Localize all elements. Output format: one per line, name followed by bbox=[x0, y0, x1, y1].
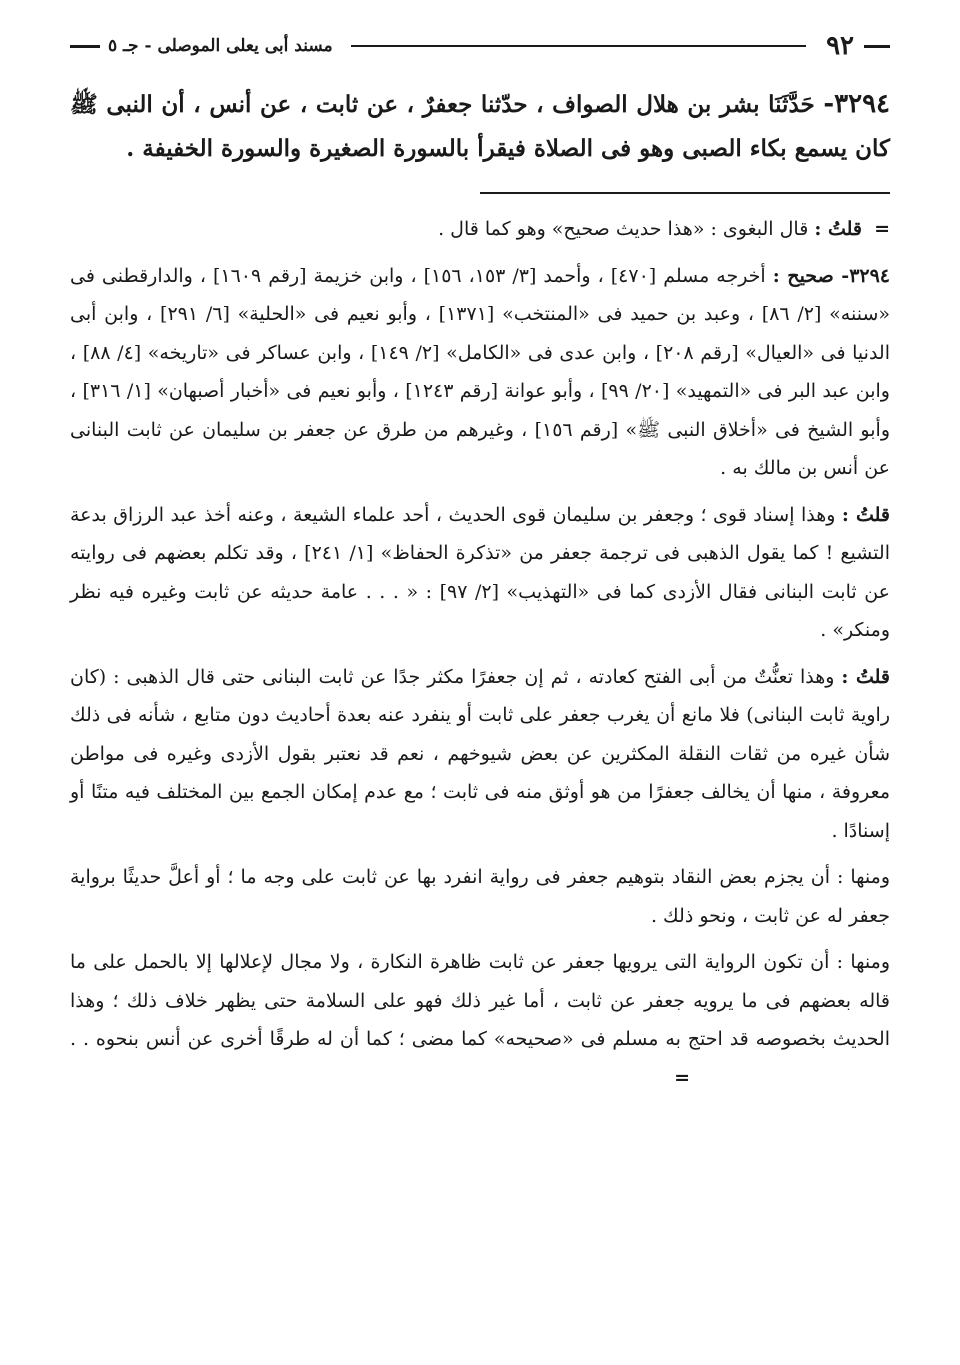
note-text: ومنها : أن تكون الرواية التى يرويها جعفر عن ثابت ظاهرة النكارة ، ولا مجال لإعلالها إلا بالحمل على ما قاله بعضهم فى ما يرويه جعفر عن ثابت ، أما غير ذلك فهو على السلامة حتى يظهر خلاف ذلك ؛ وهذا الحديث بخصوصه قد احتج به مسلم فى «صحيحه» كما مضى ؛ كما أن له طرقًا أخرى عن أنس بنحوه . . bbox=[70, 951, 890, 1050]
note-text: وهذا تعنُّتٌ من أبى الفتح كعادته ، ثم إن جعفرًا مكثر جدًا عن ثابت البنانى حتى قال الذهبى : (كان راوية ثابت البنانى) فلا مانع أن يغرب جعفر على ثابت أو ينفرد عنه بعدة أحاديث دون متابع ، شأنه فى ذلك شأن غيره من ثقات النقلة المكثرين عن بعض شيوخهم ، نعم قد نعتبر بقول الأزدى وغيره فى مواطن معروفة ، منها أن يخالف جعفرًا من هو أوثق منه فى ثابت ؛ مع عدم إمكان الجمع بين المختلف فيه متنًا أو إسنادًا . bbox=[70, 665, 890, 842]
note-text: قال البغوى : «هذا حديث صحيح» وهو كما قال . bbox=[438, 218, 809, 240]
note-text: ومنها : أن يجزم بعض النقاد بتوهيم جعفر فى رواية انفرد بها عن ثابت على وجه ما ؛ أو أعلَّ حديثًا برواية جعفر له عن ثابت ، ونحو ذلك . bbox=[70, 866, 890, 927]
note-label: قلتُ : bbox=[814, 218, 863, 240]
note-paragraph-6 bbox=[70, 943, 890, 1097]
continuation-mark: = bbox=[874, 218, 890, 240]
takhrij-label: ٣٢٩٤- صحيح : bbox=[772, 264, 891, 287]
note-text: وهذا إسناد قوى ؛ وجعفر بن سليمان قوى الحديث ، أحد علماء الشيعة ، وعنه أخذ عبد الرزاق بدعة التشيع ! كما يقول الذهبى فى ترجمة جعفر من «تذكرة الحفاظ» [١/ ٢٤١] ، وقد تكلم بعضهم فى روايته عن ثابت البنانى فقال الأزدى كما فى «التهذيب» [٢/ ٩٧] : « . . . عامة حديثه عن ثابت وغيره فيه نظر ومنكر» . bbox=[70, 503, 890, 641]
header-dash bbox=[864, 45, 890, 48]
hadith-body: حَدَّثَنَا بشر بن هلال الصواف ، حدّثنا جعفرٌ ، عن ثابت ، عن أنس ، أن النبى ﷺ كان يسمع بكاء الصبى وهو فى الصلاة فيقرأ بالسورة الصغيرة والسورة الخفيفة . bbox=[70, 91, 890, 162]
page-header bbox=[70, 28, 890, 64]
takhrij-paragraph bbox=[70, 257, 890, 488]
note-paragraph-1 bbox=[70, 210, 890, 249]
running-title: مسند أبى يعلى الموصلى - جـ ٥ bbox=[108, 36, 333, 56]
page-number: ٩٢ bbox=[826, 31, 854, 61]
note-label: قلتُ : bbox=[841, 503, 890, 526]
takhrij-text: أخرجه مسلم [٤٧٠] ، وأحمد [٣/ ١٥٣، ١٥٦] ، وابن خزيمة [رقم ١٦٠٩] ، والدارقطنى فى «سننه» [٢/ ٨٦] ، وعبد بن حميد فى «المنتخب» [١٣٧١] ، وأبو نعيم فى «الحلية» [٦/ ٢٩١] ، وابن أبى الدنيا فى «العيال» [رقم ٢٠٨] ، وابن عدى فى «الكامل» [٢/ ١٤٩] ، وابن عساكر فى «تاريخه» [٤/ ٨٨] ، وابن عبد البر فى «التمهيد» [٢٠/ ٩٩] ، وأبو عوانة [رقم ١٢٤٣] ، وأبو نعيم فى «أخبار أصبهان» [١/ ٣١٦] ، وأبو الشيخ فى «أخلاق النبى ﷺ» [رقم ١٥٦] ، وغيرهم من طرق عن جعفر بن سليمان عن ثابت البنانى عن أنس بن مالك به . bbox=[70, 264, 891, 479]
header-rule bbox=[351, 45, 806, 47]
hadith-text bbox=[70, 82, 890, 171]
footnotes bbox=[70, 210, 890, 1105]
end-mark: = bbox=[674, 1066, 690, 1089]
note-paragraph-5 bbox=[70, 858, 890, 935]
note-paragraph-4 bbox=[70, 658, 890, 851]
hadith-number: ٣٢٩٤- bbox=[823, 89, 891, 119]
note-paragraph-3 bbox=[70, 496, 890, 650]
header-dash-end bbox=[70, 45, 100, 48]
note-label: قلتُ : bbox=[841, 665, 890, 688]
footnote-separator bbox=[480, 192, 890, 194]
